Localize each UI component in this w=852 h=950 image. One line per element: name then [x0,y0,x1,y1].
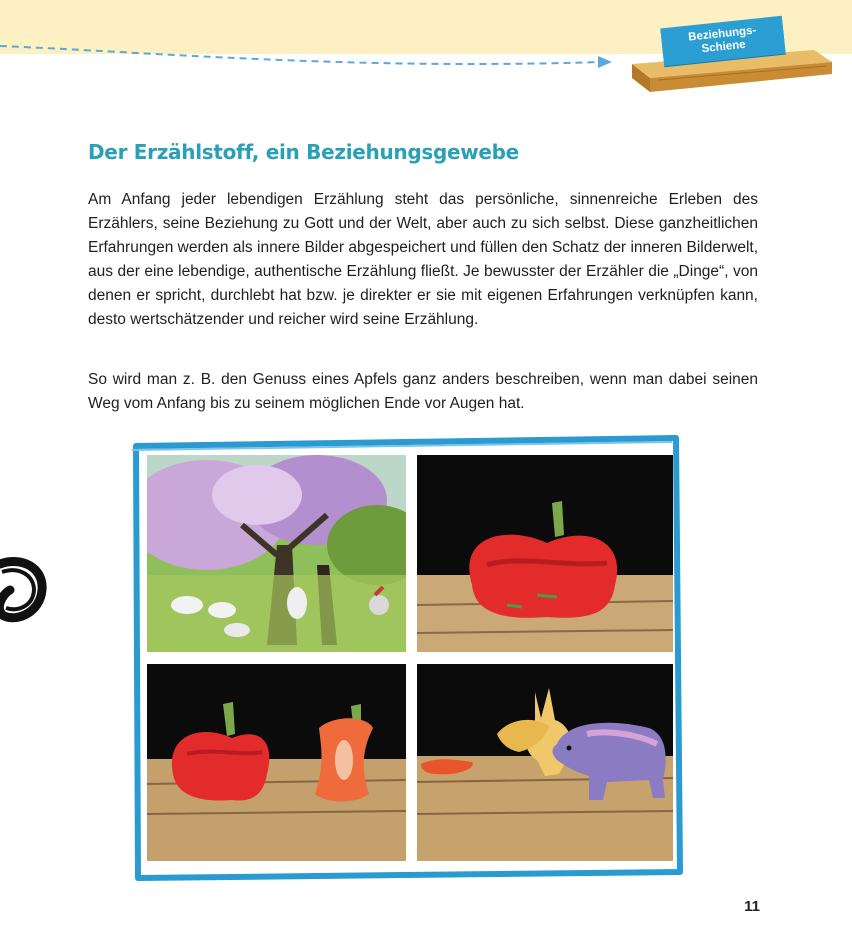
photo-blossoming-tree-painting [147,455,406,652]
dashed-guide-line [0,30,640,70]
rail-label: Beziehungs-Schiene [687,24,757,56]
photo-whole-red-apple [417,455,673,652]
photo-animals-with-apple-remains [417,664,673,861]
black-scribble-icon [0,550,50,630]
body-paragraph-2: So wird man z. B. den Genuss eines Apfels ganz anders beschreiben, wenn man dabei seinen Weg vom Anfang bis zu seinem möglichen Ende vor Augen hat. [88,371,758,412]
section-title: Der Erzählstoff, ein Beziehungsgewebe [88,140,519,164]
photo-apple-and-core [147,664,406,861]
page-number: 11 [744,898,760,915]
body-paragraph-1: Am Anfang jeder lebendigen Erzählung steht das persönliche, sinnenreiche Erleben des Erzählers, seine Beziehung zu Gott und der Welt, aber auch zu sich selbst. Diese ganzheitlichen Erfahrungen werden als innere Bilder abgespeichert und füllen den Schatz der inneren Bilderwelt, aus der eine lebendige, authentische Erzählung fließt. Je bewusster der Erzähler die „Dinge“, von denen er spricht, durchlebt hat bzw. je direkter er sie mit eigenen Erfahrungen verknüpfen kann, desto wertschätzender und reicher wird seine Erzählung. [88,191,758,328]
